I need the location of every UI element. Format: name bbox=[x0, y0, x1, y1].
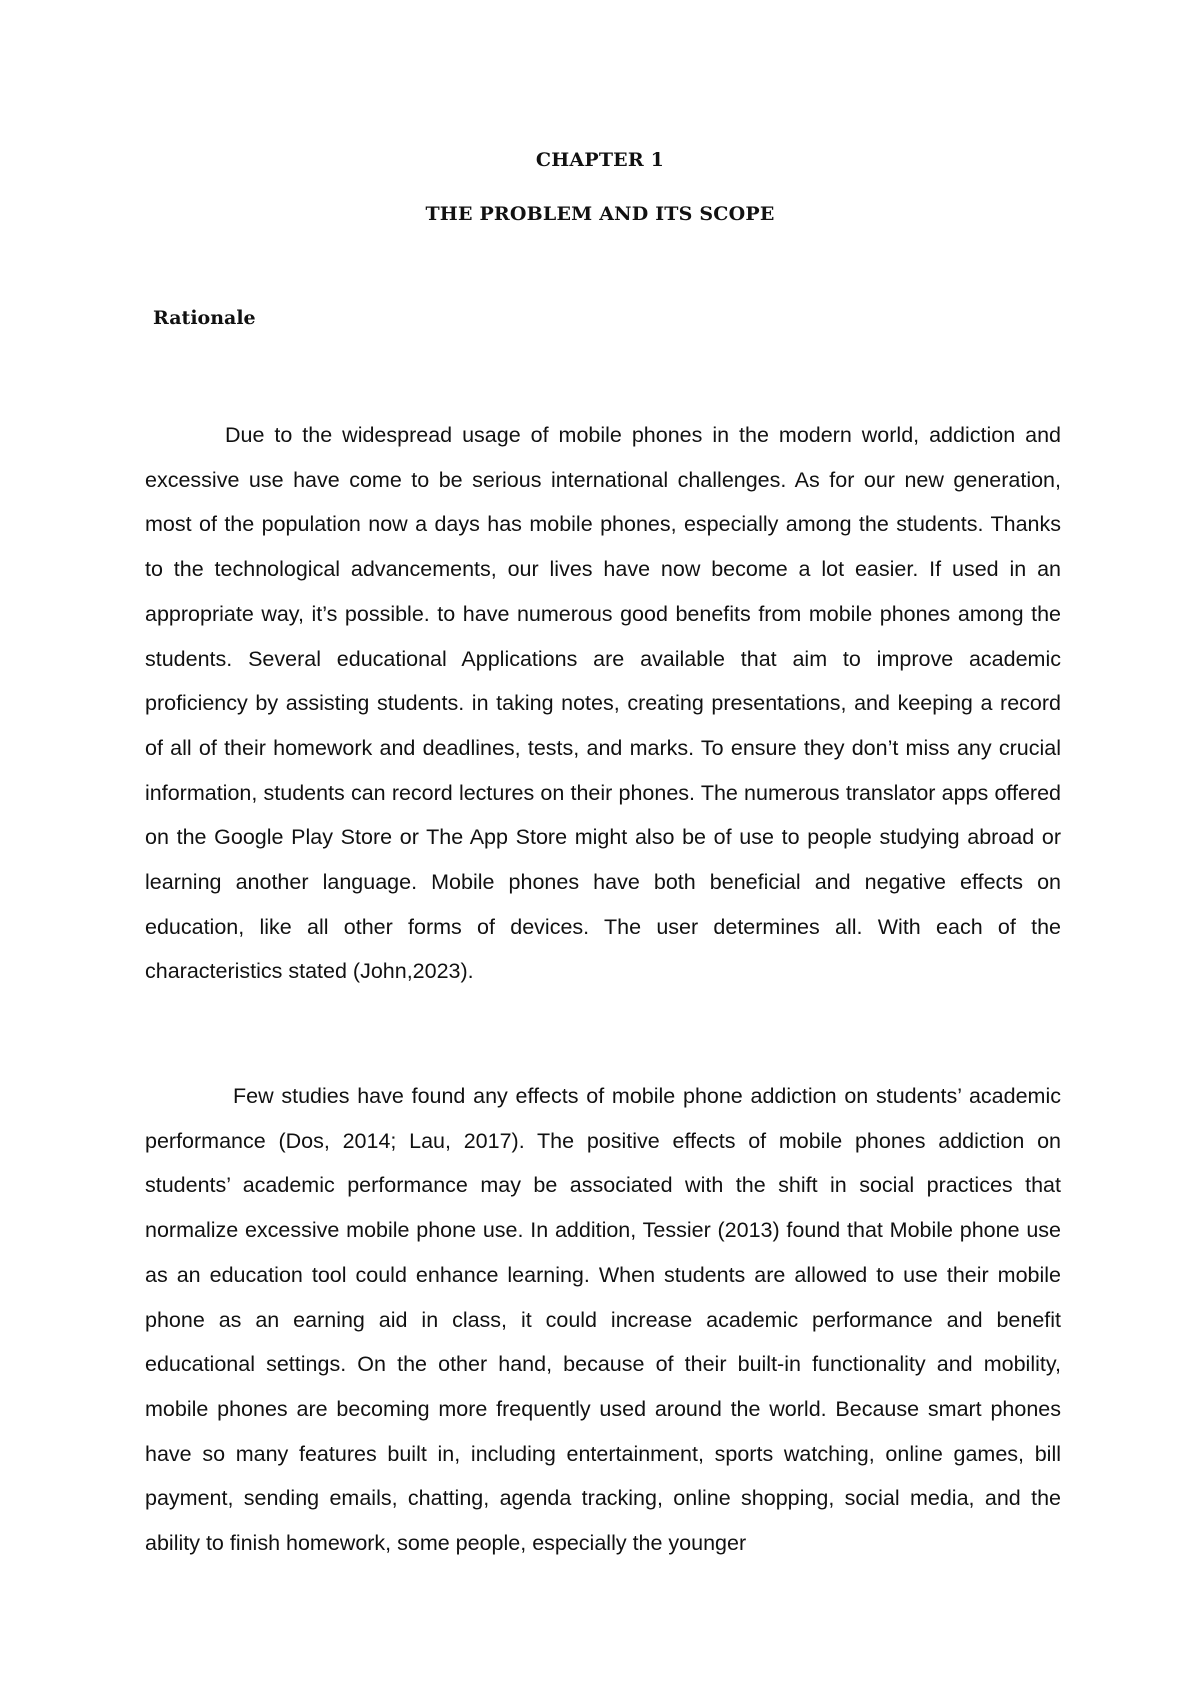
paragraph-2: Few studies have found any effects of mobile phone addiction on students’ academic performance (Dos, 2014; Lau, 2017). The positive effects of mobile phones addiction on students’ academic performance may be associated with the shift in social practices that normalize excessive mobile phone use. In addition, Tessier (2013) found that Mobile phone use as an education tool could enhance learning. When students are allowed to use their mobile phone as an earning aid in class, it could increase academic performance and benefit educational settings. On the other hand, because of their built-in functionality and mobility, mobile phones are becoming more frequently used around the world. Because smart phones have so many features built in, including entertainment, sports watching, online games, bill payment, sending emails, chatting, agenda tracking, online shopping, social media, and the ability to finish homework, some people, especially the younger bbox=[145, 1084, 1061, 1556]
section-heading-rationale: Rationale bbox=[153, 307, 256, 329]
paragraph-1: Due to the widespread usage of mobile phones in the modern world, addiction and excessive use have come to be serious international challenges. As for our new generation, most of the population now a days has mobile phones, especially among the students. Thanks to the technological advancements, our lives have now become a lot easier. If used in an appropriate way, it’s possible. to have numerous good benefits from mobile phones among the students. Several educational Applications are available that aim to improve academic proficiency by assisting students. in taking notes, creating presentations, and keeping a record of all of their homework and deadlines, tests, and marks. To ensure they don’t miss any crucial information, students can record lectures on their phones. The numerous translator apps offered on the Google Play Store or The App Store might also be of use to people studying abroad or learning another language. Mobile phones have both beneficial and negative effects on education, like all other forms of devices. The user determines all. With each of the characteristics stated (John,2023). bbox=[145, 423, 1061, 984]
chapter-title: THE PROBLEM AND ITS SCOPE bbox=[425, 203, 775, 225]
chapter-label: CHAPTER 1 bbox=[535, 149, 665, 171]
